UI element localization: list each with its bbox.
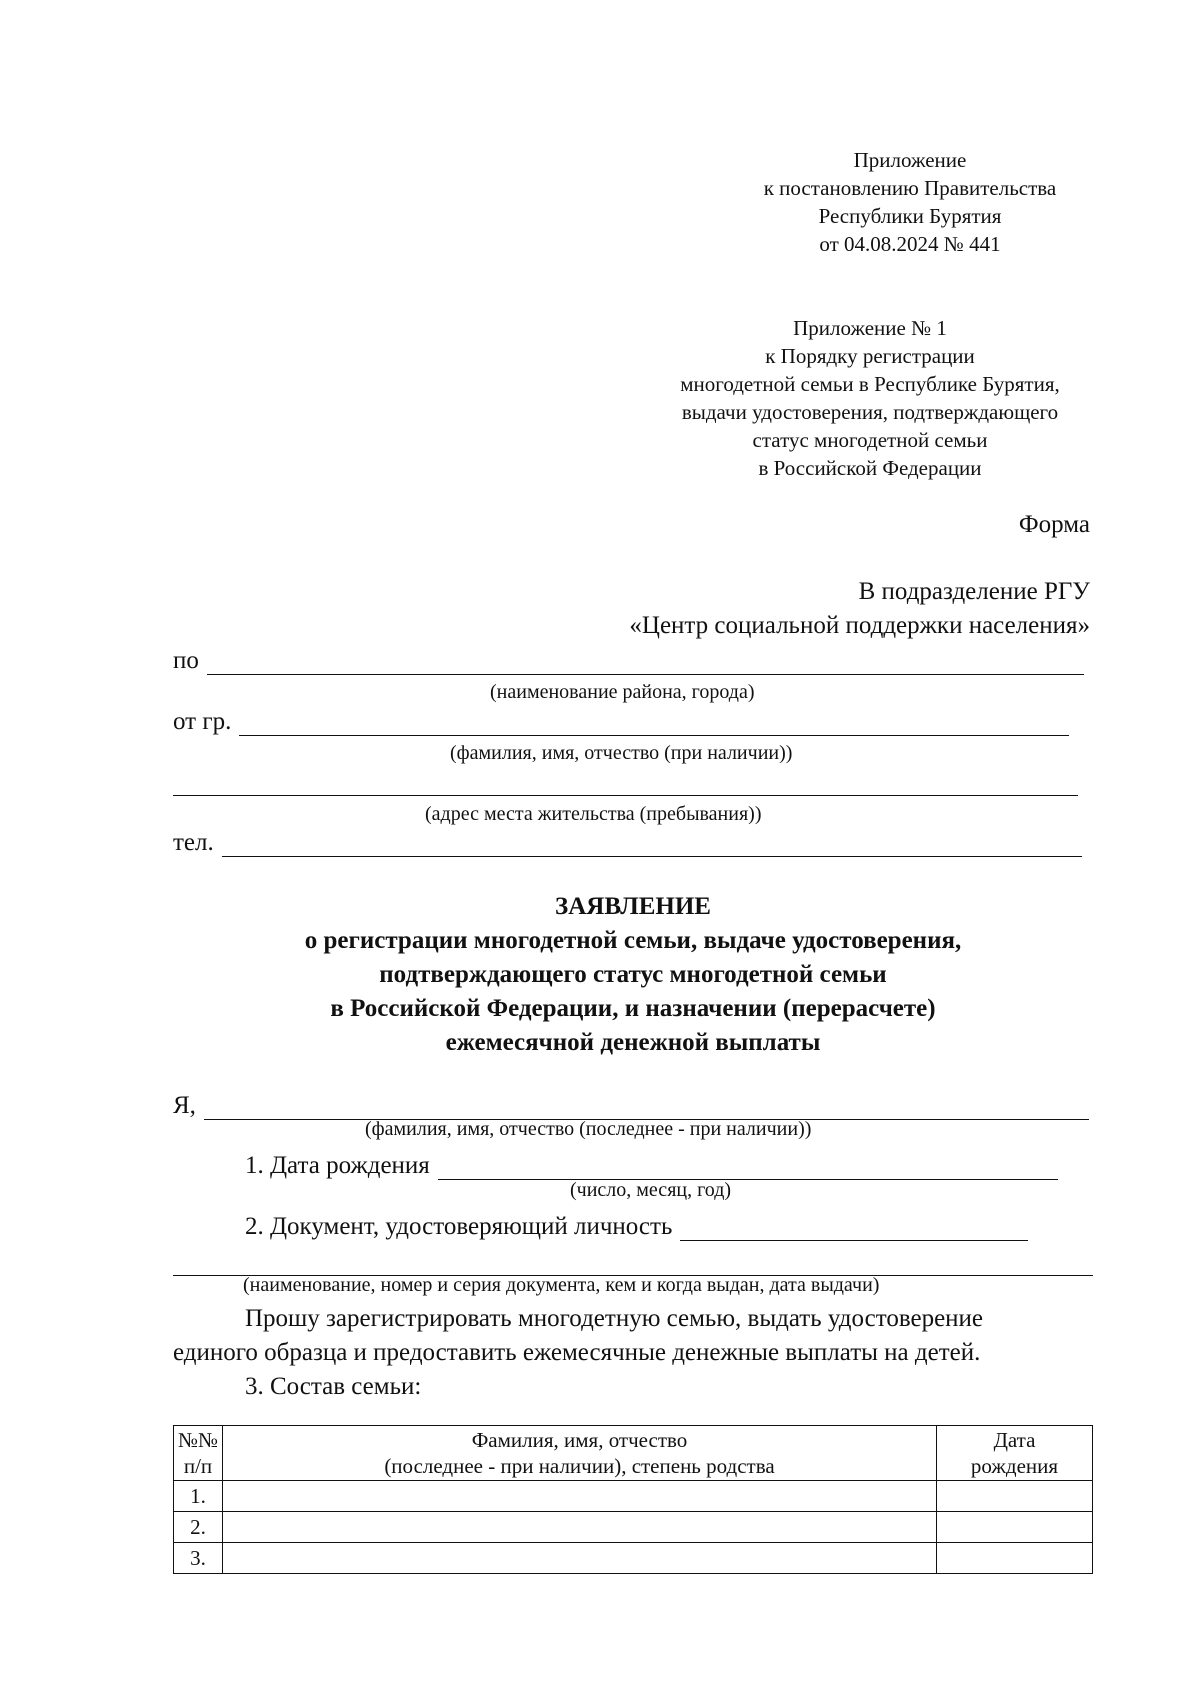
phone-row xyxy=(173,827,1082,857)
header-num-line-1: №№ xyxy=(177,1428,219,1452)
header-name-line-1: Фамилия, имя, отчество xyxy=(471,1428,688,1452)
row-date-cell[interactable] xyxy=(937,1512,1093,1543)
annex-line: к Порядку регистрации xyxy=(765,344,975,368)
i-name-hint: (фамилия, имя, отчество (последнее - при наличии)) xyxy=(365,1118,812,1140)
annex-line: многодетной семьи в Республике Бурятия, xyxy=(680,372,1060,396)
id-document-hint: (наименование, номер и серия документа, кем и когда выдан, дата выдачи) xyxy=(243,1274,880,1296)
birth-date-field[interactable] xyxy=(438,1153,1058,1180)
recipient-block xyxy=(629,575,1090,643)
applicant-name-field[interactable] xyxy=(239,709,1069,736)
header-date xyxy=(937,1426,1093,1481)
title-line-2: о регистрации многодетной семьи, выдаче удостоверения, xyxy=(304,927,962,954)
row-num: 3. xyxy=(174,1543,223,1574)
annex-line: Приложение xyxy=(853,148,967,172)
row-name-cell[interactable] xyxy=(223,1512,937,1543)
recipient-line-1: В подразделение РГУ xyxy=(858,578,1090,605)
annex-registration-order xyxy=(640,314,1100,482)
title-line-5: ежемесячной денежной выплаты xyxy=(445,1029,821,1056)
district-label: по xyxy=(173,647,199,674)
address-row xyxy=(173,766,1078,796)
header-num-line-2: п/п xyxy=(183,1454,213,1478)
applicant-name-row xyxy=(173,706,1069,736)
title-line-3: подтверждающего статус многодетной семьи xyxy=(379,961,887,988)
recipient-line-2: «Центр социальной поддержки населения» xyxy=(629,612,1090,639)
annex-government-decree xyxy=(730,146,1090,258)
table-row xyxy=(174,1543,1093,1574)
row-name-cell[interactable] xyxy=(223,1481,937,1512)
annex-line: Приложение № 1 xyxy=(793,316,947,340)
row-num: 2. xyxy=(174,1512,223,1543)
row-date-cell[interactable] xyxy=(937,1481,1093,1512)
family-section-label: 3. Состав семьи: xyxy=(245,1373,422,1400)
phone-field[interactable] xyxy=(222,830,1082,857)
header-date-line-2: рождения xyxy=(970,1454,1059,1478)
annex-line: Республики Бурятия xyxy=(818,204,1002,228)
annex-line: от 04.08.2024 № 441 xyxy=(819,232,1001,256)
table-row xyxy=(174,1512,1093,1543)
i-label: Я, xyxy=(173,1092,196,1119)
id-document-field[interactable] xyxy=(680,1214,1028,1241)
annex-line: в Российской Федерации xyxy=(758,456,982,480)
application-title xyxy=(173,890,1093,1060)
request-line-2: единого образца и предоставить ежемесячные денежные выплаты на детей. xyxy=(173,1339,981,1366)
header-date-line-1: Дата xyxy=(993,1428,1036,1452)
annex-line: к постановлению Правительства xyxy=(763,176,1057,200)
i-name-field[interactable] xyxy=(204,1093,1089,1120)
row-name-cell[interactable] xyxy=(223,1543,937,1574)
district-field[interactable] xyxy=(207,648,1084,675)
request-line-1: Прошу зарегистрировать многодетную семью, выдать удостоверение xyxy=(245,1305,984,1332)
row-num: 1. xyxy=(174,1481,223,1512)
address-field[interactable] xyxy=(173,769,1078,796)
annex-line: статус многодетной семьи xyxy=(752,428,988,452)
title-line-1: ЗАЯВЛЕНИЕ xyxy=(555,893,711,920)
annex-line: выдачи удостоверения, подтверждающего xyxy=(681,400,1059,424)
id-document-field-2[interactable] xyxy=(173,1249,1093,1276)
form-label: Форма xyxy=(1018,511,1090,538)
address-hint: (адрес места жительства (пребывания)) xyxy=(425,803,762,825)
id-document-row-2 xyxy=(173,1246,1093,1276)
header-name xyxy=(223,1426,937,1481)
district-hint: (наименование района, города) xyxy=(490,681,755,703)
header-name-line-2: (последнее - при наличии), степень родства xyxy=(384,1454,775,1478)
table-row xyxy=(174,1481,1093,1512)
i-name-row xyxy=(173,1090,1089,1120)
title-line-4: в Российской Федерации, и назначении (перерасчете) xyxy=(330,995,936,1022)
applicant-name-hint: (фамилия, имя, отчество (при наличии)) xyxy=(450,742,793,764)
header-num xyxy=(174,1426,223,1481)
birth-date-hint: (число, месяц, год) xyxy=(570,1179,732,1201)
row-date-cell[interactable] xyxy=(937,1543,1093,1574)
applicant-label: от гр. xyxy=(173,708,232,735)
birth-date-label: 1. Дата рождения xyxy=(245,1152,430,1179)
id-document-label: 2. Документ, удостоверяющий личность xyxy=(245,1213,673,1240)
id-document-row xyxy=(245,1211,1028,1241)
phone-label: тел. xyxy=(173,829,214,856)
family-table-header xyxy=(174,1426,1093,1481)
birth-date-row xyxy=(245,1150,1058,1180)
family-table xyxy=(173,1425,1093,1574)
district-row xyxy=(173,645,1084,675)
